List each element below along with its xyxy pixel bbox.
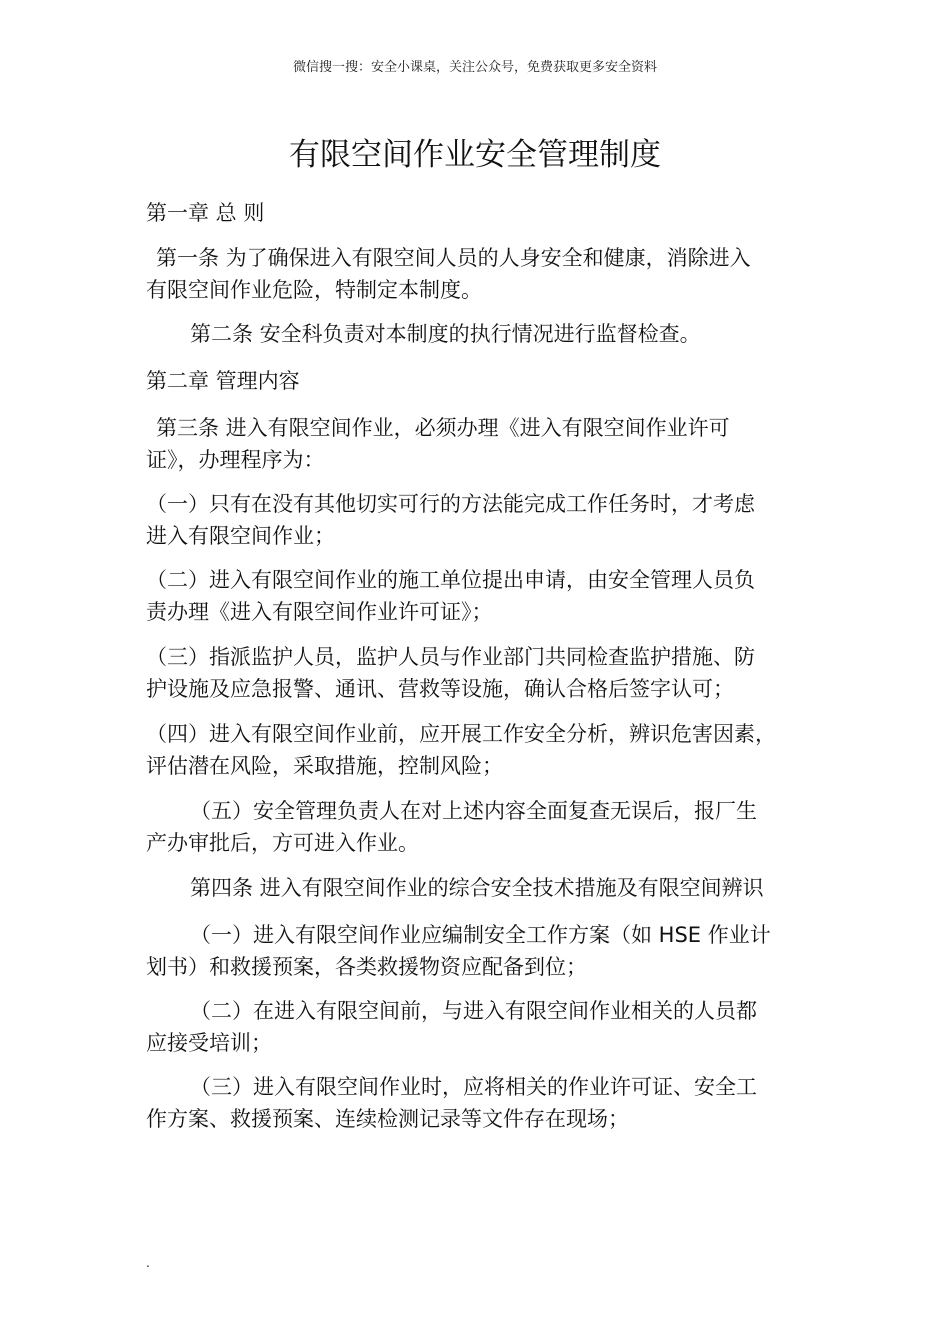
article-3-line-1: 第三条 进入有限空间作业，必须办理《进入有限空间作业许可 xyxy=(156,416,730,440)
article-3-item-5-line-1: （五）安全管理负责人在对上述内容全面复查无误后，报厂生 xyxy=(190,799,757,823)
article-2: 第二条 安全科负责对本制度的执行情况进行监督检查。 xyxy=(190,322,701,346)
article-1-line-1: 第一条 为了确保进入有限空间人员的人身安全和健康，消除进入 xyxy=(156,246,751,270)
article-3-item-3-line-2: 护设施及应急报警、通讯、营救等设施，确认合格后签字认可； xyxy=(146,677,734,701)
article-4-item-2-line-2: 应接受培训； xyxy=(146,1031,272,1055)
article-3-item-1-line-2: 进入有限空间作业； xyxy=(146,524,335,548)
article-3-item-4-line-1: （四）进入有限空间作业前，应开展工作安全分析，辨识危害因素， xyxy=(146,722,776,746)
article-4-heading: 第四条 进入有限空间作业的综合安全技术措施及有限空间辨识 xyxy=(190,876,764,900)
chapter-2-heading: 第二章 管理内容 xyxy=(146,369,300,393)
article-4-item-1-line-1: （一）进入有限空间作业应编制安全工作方案（如 HSE 作业计 xyxy=(190,923,771,947)
article-3-item-3-line-1: （三）指派监护人员，监护人员与作业部门共同检查监护措施、防 xyxy=(146,645,755,669)
article-4-item-2-line-1: （二）在进入有限空间前，与进入有限空间作业相关的人员都 xyxy=(190,999,757,1023)
article-3-line-2: 证》，办理程序为： xyxy=(146,448,325,472)
article-4-item-3-line-1: （三）进入有限空间作业时，应将相关的作业许可证、安全工 xyxy=(190,1075,757,1099)
article-3-item-2-line-1: （二）进入有限空间作业的施工单位提出申请，由安全管理人员负 xyxy=(146,568,755,592)
document-title: 有限空间作业安全管理制度 xyxy=(289,137,661,173)
article-3-item-2-line-2: 责办理《进入有限空间作业许可证》； xyxy=(146,600,493,624)
article-4-item-1-line-2: 划书）和救援预案，各类救援物资应配备到位； xyxy=(146,955,587,979)
article-3-item-5-line-2: 产办审批后，方可进入作业。 xyxy=(146,831,419,855)
article-3-item-1-line-1: （一）只有在没有其他切实可行的方法能完成工作任务时，才考虑 xyxy=(146,492,755,516)
chapter-1-heading: 第一章 总 则 xyxy=(146,201,265,225)
article-3-item-4-line-2: 评估潜在风险，采取措施，控制风险； xyxy=(146,754,503,778)
article-4-item-3-line-2: 作方案、救援预案、连续检测记录等文件存在现场； xyxy=(146,1107,629,1131)
header-note: 微信搜一搜：安全小课桌，关注公众号，免费获取更多安全资料 xyxy=(292,60,657,75)
article-1-line-2: 有限空间作业危险，特制定本制度。 xyxy=(146,278,482,302)
footer-mark: . xyxy=(146,1256,150,1270)
